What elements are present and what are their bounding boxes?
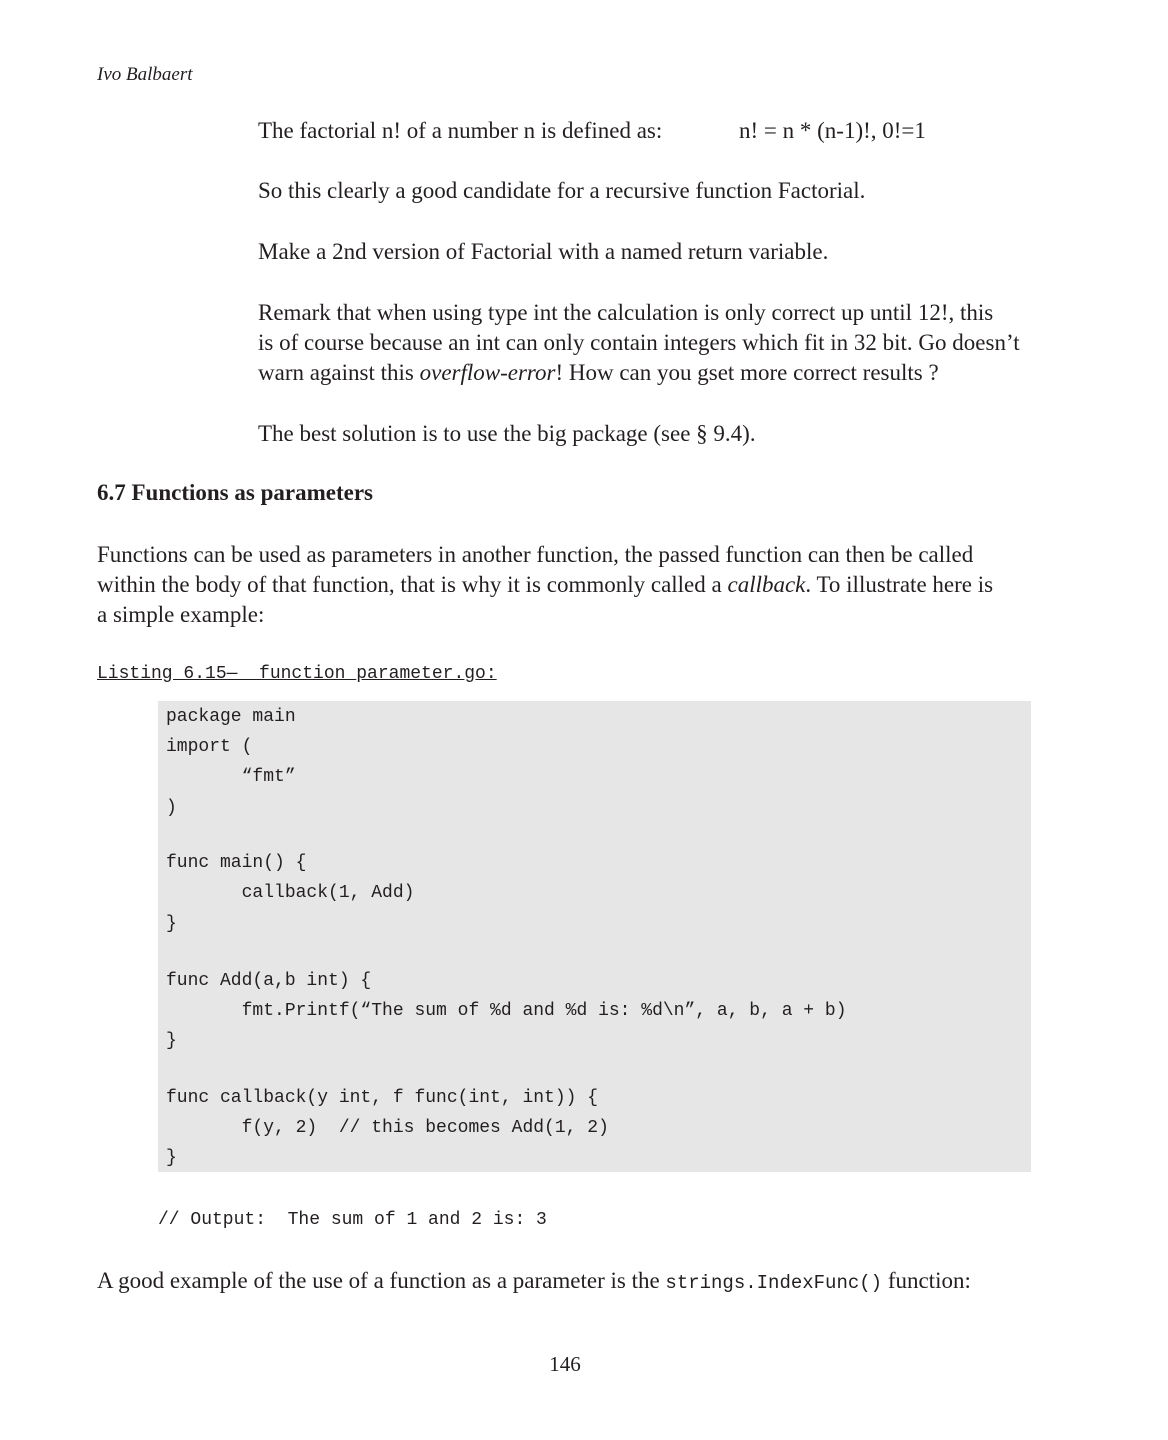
intro-line [97, 570, 993, 600]
code-line: import ( [166, 737, 253, 757]
paragraph-closing [97, 1266, 971, 1298]
text: warn against this [258, 360, 420, 385]
code-line: } [166, 914, 177, 934]
paragraph-remark [258, 298, 1020, 388]
paragraph-intro [97, 540, 993, 630]
listing-caption: Listing 6.15—_ function_parameter.go: [97, 664, 497, 684]
section-heading: 6.7 Functions as parameters [97, 480, 373, 505]
factorial-definition [258, 116, 926, 146]
output-comment: // Output: The sum of 1 and 2 is: 3 [158, 1210, 547, 1230]
code-line: f(y, 2) // this becomes Add(1, 2) [166, 1118, 609, 1138]
page-number: 146 [549, 1352, 581, 1376]
code-line: } [166, 1148, 177, 1168]
code-line: package main [166, 707, 296, 727]
factorial-formula: n! = n * (n-1)!, 0!=1 [739, 118, 926, 143]
intro-line: a simple example: [97, 602, 265, 627]
intro-line: Functions can be used as parameters in another function, the passed function can then be called [97, 542, 974, 567]
running-head: Ivo Balbaert [97, 64, 193, 85]
code-line: } [166, 1031, 177, 1051]
factorial-text: The factorial n! of a number n is defined as: [258, 118, 663, 143]
text: A good example of the use of a function as a parameter is the [97, 1268, 666, 1293]
emphasis: callback [727, 572, 806, 597]
text: within the body of that function, that is why it is commonly called a [97, 572, 728, 597]
code-line: fmt.Printf(“The sum of %d and %d is: %d\n”, a, b, a + b) [166, 1001, 847, 1021]
inline-code: strings.IndexFunc() [665, 1272, 883, 1294]
code-line: func Add(a,b int) { [166, 971, 372, 991]
remark-line: is of course because an int can only contain integers which fit in 32 bit. Go doesn’t [258, 330, 1020, 355]
paragraph-big-package: The best solution is to use the big package (see § 9.4). [258, 421, 756, 446]
paragraph-named-return: Make a 2nd version of Factorial with a named return variable. [258, 239, 829, 264]
emphasis: overflow-error [419, 360, 556, 385]
remark-line [258, 358, 1020, 388]
text: function: [882, 1268, 971, 1293]
text: . To illustrate here is [805, 572, 994, 597]
code-line: ) [166, 798, 177, 818]
code-line: func callback(y int, f func(int, int)) { [166, 1088, 599, 1108]
remark-line: Remark that when using type int the calculation is only correct up until 12!, this [258, 300, 994, 325]
code-line: callback(1, Add) [166, 883, 415, 903]
text: ! How can you gset more correct results ? [555, 360, 939, 385]
code-line: “fmt” [166, 767, 296, 787]
code-line: func main() { [166, 853, 307, 873]
paragraph-recursive: So this clearly a good candidate for a recursive function Factorial. [258, 178, 866, 203]
